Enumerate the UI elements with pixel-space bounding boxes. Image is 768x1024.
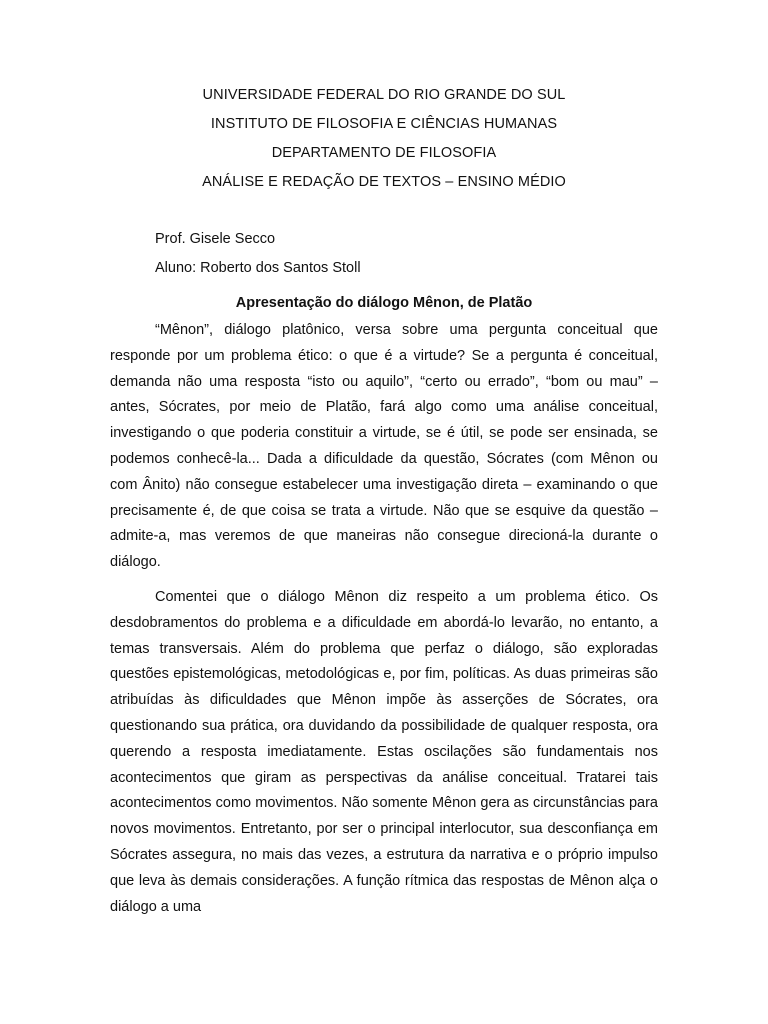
course-name: ANÁLISE E REDAÇÃO DE TEXTOS – ENSINO MÉDIO xyxy=(202,174,566,190)
professor-name: Prof. Gisele Secco xyxy=(155,231,276,247)
paragraph-1: “Mênon”, diálogo platônico, versa sobre uma pergunta conceitual que responde por um problema ético: o que é a virtude? Se a pergunta é conceitual, demanda não uma resposta “isto ou aquilo”, “certo ou errado”, “bom ou mau” – antes, Sócrates, por meio de Platão, fará algo como uma análise conceitual, investigando o que poderia constituir a virtude, se é útil, se pode ser ensinada, se podemos conhecê-la... Dada a dificuldade da questão, Sócrates (com Mênon ou com Ânito) não consegue estabelecer uma investigação direta – examinando o que precisamente é, de que coisa se trata a virtude. Não que se esquive da questão – admite-a, mas veremos de que maneiras não consegue direcioná-la durante o diálogo. xyxy=(110,322,658,571)
institute-name: INSTITUTO DE FILOSOFIA E CIÊNCIAS HUMANAS xyxy=(210,116,558,132)
student-name: Aluno: Roberto dos Santos Stoll xyxy=(155,260,361,276)
document-title: Apresentação do diálogo Mênon, de Platão xyxy=(235,295,533,311)
institution-header xyxy=(110,83,658,199)
author-info xyxy=(155,228,361,286)
paragraph-2: Comentei que o diálogo Mênon diz respeito a um problema ético. Os desdobramentos do problema e a dificuldade em abordá-lo levarão, no entanto, a temas transversais. Além do problema que perfaz o diálogo, são exploradas questões epistemológicas, metodológicas e, por fim, políticas. As duas primeiras são atribuídas às dificuldades que Mênon impõe às asserções de Sócrates, ora questionando sua prática, ora duvidando da possibilidade de qualquer resposta, ora querendo a resposta imediatamente. Estas oscilações são fundamentais nos acontecimentos que giram as perspectivas da análise conceitual. Tratarei tais acontecimentos como movimentos. Não somente Mênon gera as circunstâncias para novos movimentos. Entretanto, por ser o principal interlocutor, sua desconfiança em Sócrates assegura, no mais das vezes, a estrutura da narrativa e o próprio impulso que leva às demais considerações. A função rítmica das respostas de Mênon alça o diálogo a uma xyxy=(110,588,658,915)
university-name: UNIVERSIDADE FEDERAL DO RIO GRANDE DO SUL xyxy=(202,87,566,103)
department-name: DEPARTAMENTO DE FILOSOFIA xyxy=(271,145,497,161)
document-body xyxy=(110,318,658,920)
